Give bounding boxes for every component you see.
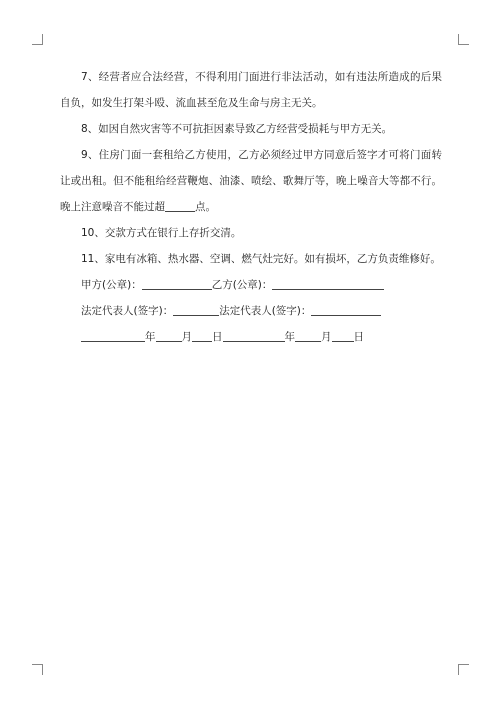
seal-line	[60, 272, 442, 298]
legal-rep-a-blank[interactable]	[173, 303, 219, 316]
clause-8: 8、如因自然灾害等不可抗拒因素导致乙方经营受损耗与甲方无关。	[81, 123, 393, 135]
date-b-day-label: 日	[353, 331, 364, 343]
legal-rep-b-label: 法定代表人(签字)：	[219, 305, 312, 317]
date-a-year-label: 年	[145, 331, 156, 343]
party-a-seal-blank[interactable]	[142, 277, 212, 290]
date-b-year-blank[interactable]	[223, 329, 285, 342]
document-body	[60, 64, 442, 350]
crop-mark-top-right	[458, 34, 469, 45]
date-b-day-blank[interactable]	[332, 329, 354, 342]
clause-11: 11、家电有冰箱、热水器、空调、燃气灶完好。如有损坏，乙方负责维修好。	[81, 253, 441, 265]
noise-hour-blank[interactable]	[165, 199, 195, 212]
date-a-month-label: 月	[181, 331, 192, 343]
date-line	[60, 324, 442, 350]
crop-mark-top-left	[32, 34, 43, 45]
party-b-seal-label: 乙方(公章)：	[211, 279, 273, 291]
crop-mark-bottom-left	[32, 664, 43, 675]
clause-9-suffix: 点。	[195, 201, 216, 213]
date-b-month-label: 月	[321, 331, 332, 343]
party-a-seal-label: 甲方(公章)：	[81, 279, 142, 291]
clause-7: 7、经营者应合法经营，不得利用门面进行非法活动，如有违法所造成的后果自负，如发生打架斗殴、流血甚至危及生命与房主无关。	[60, 71, 442, 109]
clause-10: 10、交款方式在银行上存折交清。	[81, 227, 242, 239]
date-a-month-blank[interactable]	[156, 329, 182, 342]
party-b-seal-blank[interactable]	[272, 277, 384, 290]
clause-9-text: 9、住房门面一套租给乙方使用，乙方必须经过甲方同意后签字才可将门面转让或出租。但不能租给经营鞭炮、油漆、喷绘、歌舞厅等，晚上噪音大等都不行。晚上注意噪音不能过超	[60, 149, 442, 213]
date-b-year-label: 年	[284, 331, 295, 343]
legal-rep-b-blank[interactable]	[311, 303, 381, 316]
legal-rep-line	[60, 298, 442, 324]
clause-9	[60, 142, 442, 220]
date-a-year-blank[interactable]	[81, 329, 145, 342]
date-a-day-label: 日	[212, 331, 223, 343]
date-b-month-blank[interactable]	[295, 329, 321, 342]
crop-mark-bottom-right	[458, 664, 469, 675]
date-a-day-blank[interactable]	[192, 329, 212, 342]
legal-rep-a-label: 法定代表人(签字)：	[81, 305, 174, 317]
